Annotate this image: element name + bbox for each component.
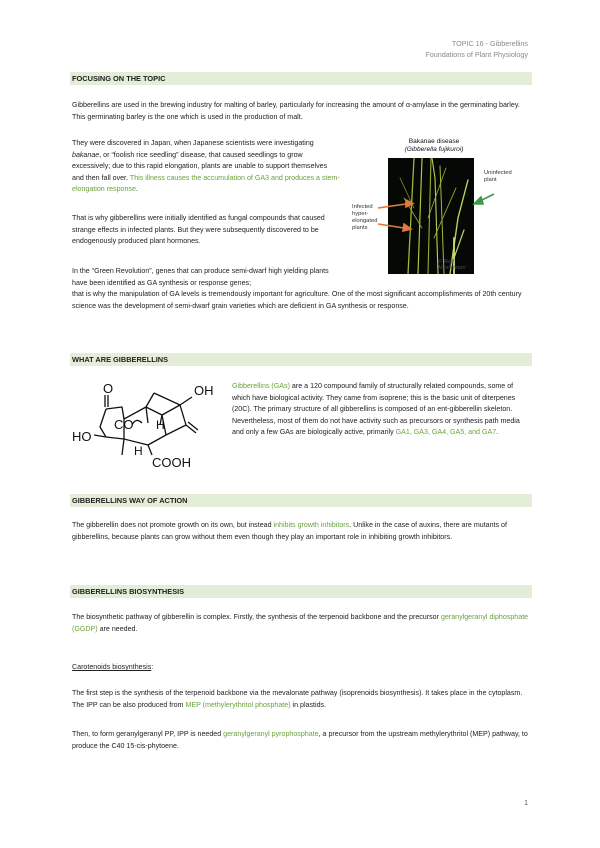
chem-label: OH bbox=[194, 383, 214, 398]
gibberellin-structure bbox=[70, 375, 230, 475]
paragraph-mevalonate bbox=[72, 688, 530, 711]
figure-title-text: Bakanae disease bbox=[408, 138, 460, 145]
emphasis-bakanae: bakanae bbox=[72, 150, 100, 159]
figure-arrows bbox=[346, 138, 532, 274]
paragraph-green-revolution-a: In the “Green Revolution”, genes that can produce semi-dwarf high yielding plants have been identified as GA synthesis or response genes; bbox=[72, 267, 329, 287]
chem-label: COOH bbox=[152, 455, 191, 470]
chem-label: O bbox=[103, 381, 114, 396]
subheading-carotenoids bbox=[72, 662, 530, 674]
paragraph-green-revolution-b: that is why the manipulation of GA levels is tremendously important for agriculture. One of the most significant accomplishments of 20th century science was the development of semi-dwarf grain varieties which are deficient in GA synthesis or response. bbox=[72, 290, 522, 310]
section-heading-action: GIBBERELLINS WAY OF ACTION bbox=[70, 494, 532, 507]
chem-label: CO bbox=[114, 417, 134, 432]
text-span: The first step is the synthesis of the terpenoid backbone via the mevalonate pathway (isoprenoids biosynthesis). It takes place in the cytoplasm. The IPP can be also produced from bbox=[72, 689, 523, 709]
arrowhead-icon bbox=[406, 200, 413, 207]
text-span: The biosynthetic pathway of gibberellin is complex. Firstly, the synthesis of the terpenoid backbone and the precursor bbox=[72, 613, 441, 621]
paragraph-fungal: That is why gibberellins were initially identified as fungal compounds that caused strange effects in infected plants. But they were subsequently discovered to be endogenously produced plant hormones. bbox=[72, 214, 325, 246]
chem-label: HO bbox=[72, 429, 92, 444]
text-span: are needed. bbox=[97, 624, 138, 633]
photo-watermark: © Rod Minnerman bbox=[438, 259, 466, 271]
text-span: , or “foolish rice seedling” disease, that caused seedlings to grow excessively; due to this rapid elongation, plants are unable to support themselves and then fall over. bbox=[72, 150, 328, 182]
arrowhead-icon bbox=[474, 197, 483, 204]
highlight-inhibitors: inhibits growth inhibitors bbox=[273, 521, 350, 529]
highlight-mep: MEP (methylerythritol phosphate) bbox=[185, 700, 291, 709]
text-span: . Unlike in the case of auxins, there are mutants of gibberellins, because plants can grow without them even though they play an important role in inhibiting growth inhibitors. bbox=[72, 521, 507, 541]
paragraph-action bbox=[72, 520, 530, 543]
figure-species: (Gibberella fujikuroi) bbox=[404, 146, 464, 153]
arrowhead-icon bbox=[403, 224, 411, 231]
page-number: 1 bbox=[524, 800, 528, 807]
highlight-ggpp: geranylgeranyl pyrophosphate bbox=[223, 730, 319, 738]
arrow-infected-2 bbox=[378, 224, 404, 228]
bakanae-figure bbox=[346, 138, 532, 274]
paragraph-geranylgeranyl bbox=[72, 729, 530, 752]
text-span: . bbox=[496, 428, 499, 437]
label-infected: Infected hyper-elongated plants bbox=[352, 204, 378, 231]
running-header bbox=[425, 38, 528, 60]
gibberellin-skeleton-drawing bbox=[70, 375, 230, 475]
highlight-ga3: This illness causes the accumulation of GA3 and produces a stem-elongation response bbox=[72, 173, 340, 194]
paragraph-biosynthesis bbox=[72, 612, 530, 635]
section-heading-focusing: FOCUSING ON THE TOPIC bbox=[70, 72, 532, 85]
highlight-active-gas: GA1, GA3, GA4, GA5, and GA7 bbox=[395, 428, 497, 437]
text-span: , a precursor from the upstream methylerythritol (MEP) pathway, to produce the C40 15-cis-phytoene. bbox=[72, 730, 528, 750]
section-heading-what: WHAT ARE GIBBERELLINS bbox=[70, 353, 532, 366]
text-span: are a 120 compound family of structurally related compounds, some of which have biological activity. They came from isoprene; this is the basic unit of diterpenes (20C). The primary structure of all gibberellins is composed of an ent-gibberellin skeleton. Nevertheless, most of them do not have activity such as precursors or synthesis path media and only a few GAs are biologically active, primarily bbox=[232, 382, 520, 437]
paragraph-brewing: Gibberellins are used in the brewing industry for malting of barley, particularly for increasing the amount of α-amylase in the germinating barley. This germinating barley is the one which is used in the production of malt. bbox=[72, 101, 520, 121]
subheading-text: Carotenoids biosynthesis bbox=[72, 663, 152, 671]
highlight-gas: Gibberellins (GAs) bbox=[232, 382, 290, 390]
label-uninfected: Uninfected plant bbox=[484, 170, 512, 183]
chem-label: H bbox=[134, 444, 143, 458]
text-span: in plastids. bbox=[290, 700, 327, 709]
text-span: The gibberellin does not promote growth on its own, but instead bbox=[72, 521, 274, 529]
header-course: Foundations of Plant Physiology bbox=[425, 50, 528, 59]
highlight-ggdp: geranylgeranyl diphosphate (GGDP) bbox=[72, 613, 529, 633]
text-span: : bbox=[151, 663, 154, 671]
paragraph-discovery bbox=[72, 138, 340, 196]
section-heading-biosynthesis: GIBBERELLINS BIOSYNTHESIS bbox=[70, 585, 532, 598]
text-span: . bbox=[135, 185, 138, 194]
arrow-infected-1 bbox=[378, 204, 406, 208]
text-span: They were discovered in Japan, when Japanese scientists were investigating bbox=[72, 139, 314, 147]
chem-label: H bbox=[156, 418, 165, 432]
paragraph-what-are bbox=[232, 381, 532, 439]
header-topic: TOPIC 16 - Gibberellins bbox=[451, 39, 528, 48]
text-span: Then, to form geranylgeranyl PP, IPP is needed bbox=[72, 730, 224, 738]
